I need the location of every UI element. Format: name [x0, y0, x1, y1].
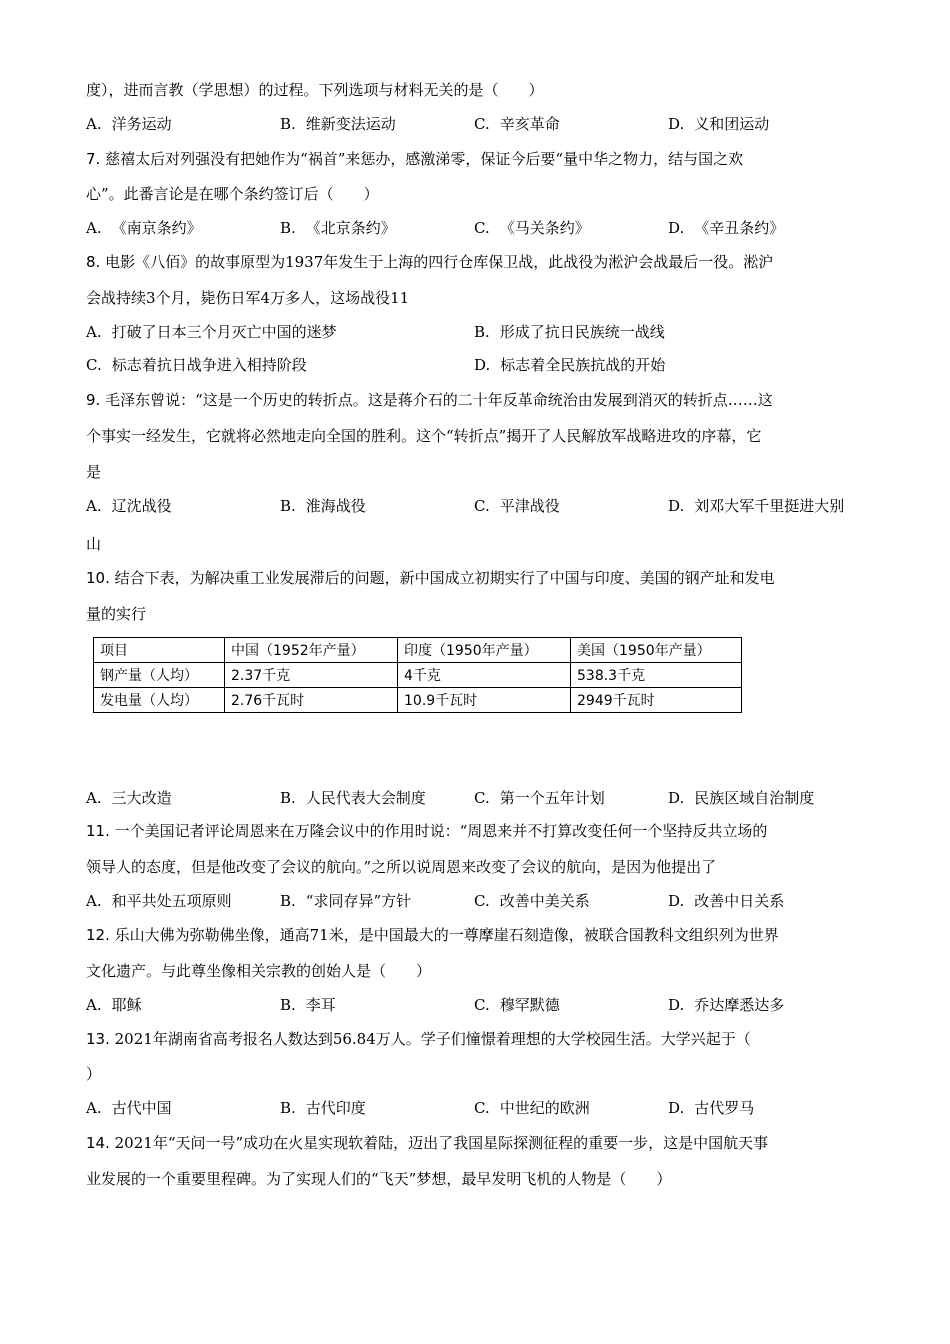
q7-option-a[interactable]: [86, 218, 202, 238]
option-letter: C.: [474, 1099, 490, 1117]
option-text: 民族区域自治制度: [694, 789, 815, 807]
q9-option-b[interactable]: [280, 496, 366, 516]
q9-option-d[interactable]: [668, 496, 844, 516]
option-letter: D.: [668, 892, 685, 910]
option-text: 人民代表大会制度: [305, 789, 426, 807]
q9-number: 9.: [86, 391, 101, 409]
option-letter: A.: [86, 996, 102, 1014]
q14-stem-line-2: [86, 1169, 671, 1189]
option-letter: C.: [86, 356, 102, 374]
q11-option-c[interactable]: [474, 891, 590, 911]
q10-option-c[interactable]: [474, 788, 605, 808]
q8-stem-text: 电影《八佰》的故事原型为1937年发生于上海的四行仓库保卫战，此战役为淞沪会战最后一役。淞沪: [105, 253, 774, 271]
table-cell: 发电量（人均）: [94, 688, 225, 713]
q13-option-a[interactable]: [86, 1098, 172, 1118]
option-text: “求同存异”方针: [305, 892, 412, 910]
option-letter: B.: [280, 115, 296, 133]
q10-stem-text: 结合下表，为解决重工业发展滞后的问题，新中国成立初期实行了中国与印度、美国的钢产址和发电: [114, 569, 775, 587]
option-text: 义和团运动: [694, 115, 770, 133]
option-text: 辛亥革命: [499, 115, 560, 133]
option-text: 乔达摩悉达多: [694, 996, 785, 1014]
q7-option-b[interactable]: [280, 218, 396, 238]
table-cell: 钢产量（人均）: [94, 663, 225, 688]
option-text: 《南京条约》: [111, 219, 202, 237]
q13-option-d[interactable]: [668, 1098, 754, 1118]
q9-stem-text: 毛泽东曾说：“这是一个历史的转折点。这是蒋介石的二十年反革命统治由发展到消灭的转折点……这: [105, 391, 773, 409]
q12-stem-text: 文化遗产。与此尊坐像相关宗教的创始人是（ ）: [86, 962, 432, 980]
table-row: [94, 663, 742, 688]
table-cell: 538.3千克: [571, 663, 742, 688]
option-letter: B.: [474, 323, 490, 341]
q10-stem-line-1: [86, 568, 775, 588]
option-letter: A.: [86, 323, 102, 341]
q14-number: 14.: [86, 1134, 110, 1152]
option-text: 洋务运动: [111, 115, 172, 133]
option-letter: B.: [280, 996, 296, 1014]
option-text: 形成了抗日民族统一战线: [499, 323, 665, 341]
table-header-cell: 中国（1952年产量）: [225, 638, 398, 663]
q7-stem-line-1: [86, 149, 743, 169]
option-text: 维新变法运动: [305, 115, 396, 133]
q10-option-a[interactable]: [86, 788, 172, 808]
q9-stem-text: 是: [86, 463, 102, 481]
q6-stem: [86, 80, 544, 100]
option-text: 改善中日关系: [694, 892, 785, 910]
q11-stem-line-1: [86, 821, 767, 841]
q12-stem-text: 乐山大佛为弥勒佛坐像，通高71米，是中国最大的一尊摩崖石刻造像，被联合国教科文组织列为世界: [114, 926, 779, 944]
q11-option-b[interactable]: [280, 891, 411, 911]
option-letter: D.: [668, 497, 685, 515]
q7-number: 7.: [86, 150, 101, 168]
q12-option-b[interactable]: [280, 995, 336, 1015]
q7-stem-text: 心”。此番言论是在哪个条约签订后（ ）: [86, 185, 379, 203]
q8-stem-line-2: [86, 288, 409, 308]
table-cell: 4千克: [398, 663, 571, 688]
option-letter: B.: [280, 497, 296, 515]
option-letter: A.: [86, 1099, 102, 1117]
option-text: 穆罕默德: [499, 996, 560, 1014]
q10-stem-text: 量的实行: [86, 605, 147, 623]
option-text: 中世纪的欧洲: [499, 1099, 590, 1117]
q10-stem-line-2: [86, 604, 146, 624]
q9-stem-line-2: [86, 426, 761, 446]
q9-option-a[interactable]: [86, 496, 172, 516]
option-text: 打破了日本三个月灭亡中国的迷梦: [111, 323, 337, 341]
q11-option-d[interactable]: [668, 891, 784, 911]
q6-stem-text: 度），进而言教（学思想）的过程。下列选项与材料无关的是（ ）: [86, 81, 544, 99]
table-row: [94, 688, 742, 713]
option-letter: C.: [474, 892, 490, 910]
option-letter: D.: [668, 789, 685, 807]
option-text: 耶稣: [111, 996, 142, 1014]
option-letter: C.: [474, 219, 490, 237]
option-text: 第一个五年计划: [499, 789, 605, 807]
q9-option-c[interactable]: [474, 496, 560, 516]
table-cell: 10.9千瓦时: [398, 688, 571, 713]
option-text: 辽沈战役: [111, 497, 172, 515]
q12-number: 12.: [86, 926, 110, 944]
q12-option-c[interactable]: [474, 995, 560, 1015]
option-letter: A.: [86, 115, 102, 133]
table-cell: 2949千瓦时: [571, 688, 742, 713]
option-text: 《北京条约》: [305, 219, 396, 237]
q11-number: 11.: [86, 822, 110, 840]
q13-stem-line-1: [86, 1029, 751, 1049]
option-letter: B.: [280, 1099, 296, 1117]
q8-option-c[interactable]: [86, 355, 307, 375]
option-text: 淮海战役: [305, 497, 366, 515]
option-text: 古代罗马: [694, 1099, 755, 1117]
q9-stem-line-1: [86, 390, 773, 410]
q12-option-a[interactable]: [86, 995, 142, 1015]
q12-option-d[interactable]: [668, 995, 784, 1015]
q8-option-a[interactable]: [86, 322, 337, 342]
q6-option-b[interactable]: [280, 114, 396, 134]
option-letter: B.: [280, 219, 296, 237]
q11-stem-line-2: [86, 857, 716, 877]
option-letter: A.: [86, 789, 102, 807]
q9-option-d-wrap: [86, 534, 101, 554]
q7-stem-text: 慈禧太后对列强没有把她作为“祸首”来惩办，感激涕零，保证今后要“量中华之物力，结与国之欢: [105, 150, 744, 168]
option-letter: B.: [280, 892, 296, 910]
option-text: 标志着抗日战争进入相持阶段: [111, 356, 307, 374]
option-letter: D.: [668, 219, 685, 237]
option-letter: D.: [668, 1099, 685, 1117]
option-letter: C.: [474, 497, 490, 515]
q11-option-a[interactable]: [86, 891, 232, 911]
option-text: 和平共处五项原则: [111, 892, 232, 910]
table-header-cell: 印度（1950年产量）: [398, 638, 571, 663]
q6-option-c[interactable]: [474, 114, 560, 134]
q14-stem-text: 2021年“天问一号”成功在火星实现软着陆，迈出了我国星际探测征程的重要一步，这是中国航天事: [114, 1134, 769, 1152]
option-text: 三大改造: [111, 789, 172, 807]
q8-stem-text: 会战持续3个月，毙伤日军4万多人，这场战役11: [86, 289, 410, 307]
q10-number: 10.: [86, 569, 110, 587]
table-cell: 2.76千瓦时: [225, 688, 398, 713]
q6-option-d[interactable]: [668, 114, 769, 134]
q6-option-a[interactable]: [86, 114, 172, 134]
q8-number: 8.: [86, 253, 101, 271]
option-letter: C.: [474, 789, 490, 807]
q8-option-d[interactable]: [474, 355, 665, 375]
option-letter: D.: [474, 356, 491, 374]
q11-stem-text: 一个美国记者评论周恩来在万隆会议中的作用时说：“周恩来并不打算改变任何一个坚持反共立场的: [114, 822, 768, 840]
q8-option-b[interactable]: [474, 322, 665, 342]
option-text: 《马关条约》: [499, 219, 590, 237]
table-header-row: [94, 638, 742, 663]
q12-stem-line-1: [86, 925, 779, 945]
q13-stem-text: 2021年湖南省高考报名人数达到56.84万人。学子们憧憬着理想的大学校园生活。大学兴起于（: [114, 1030, 751, 1048]
option-letter: B.: [280, 789, 296, 807]
q11-stem-text: 领导人的态度，但是他改变了会议的航向。”之所以说周恩来改变了会议的航向，是因为他提出了: [86, 858, 717, 876]
q14-stem-text: 业发展的一个重要里程碑。为了实现人们的“飞天”梦想，最早发明飞机的人物是（ ）: [86, 1170, 672, 1188]
option-letter: A.: [86, 892, 102, 910]
q7-option-d[interactable]: [668, 218, 784, 238]
option-letter: A.: [86, 497, 102, 515]
q7-stem-line-2: [86, 184, 379, 204]
table-header-cell: 美国（1950年产量）: [571, 638, 742, 663]
q9-stem-text: 个事实一经发生，它就将必然地走向全国的胜利。这个“转折点”揭开了人民解放军战略进攻的序幕，它: [86, 427, 762, 445]
q14-stem-line-1: [86, 1133, 768, 1153]
option-text: 李耳: [305, 996, 336, 1014]
option-letter: C.: [474, 115, 490, 133]
q13-stem-line-2: [86, 1064, 101, 1084]
option-letter: D.: [668, 115, 685, 133]
option-text: 古代印度: [305, 1099, 366, 1117]
q12-stem-line-2: [86, 961, 431, 981]
q13-number: 13.: [86, 1030, 110, 1048]
q13-option-b[interactable]: [280, 1098, 366, 1118]
table-header-cell: 项目: [94, 638, 225, 663]
q13-option-c[interactable]: [474, 1098, 590, 1118]
option-text: 《辛丑条约》: [694, 219, 785, 237]
q7-option-c[interactable]: [474, 218, 590, 238]
q8-stem-line-1: [86, 252, 773, 272]
q10-option-d[interactable]: [668, 788, 814, 808]
q9-stem-line-3: [86, 462, 101, 482]
option-text: 改善中美关系: [499, 892, 590, 910]
steel-electricity-table: [93, 637, 742, 713]
option-letter: C.: [474, 996, 490, 1014]
option-text: 古代中国: [111, 1099, 172, 1117]
option-text: 标志着全民族抗战的开始: [500, 356, 666, 374]
table-cell: 2.37千克: [225, 663, 398, 688]
option-text: 山: [86, 535, 102, 553]
option-text: 平津战役: [499, 497, 560, 515]
option-letter: D.: [668, 996, 685, 1014]
q13-stem-text: ）: [86, 1065, 102, 1083]
option-text: 刘邓大军千里挺进大别: [694, 497, 845, 515]
q10-option-b[interactable]: [280, 788, 426, 808]
option-letter: A.: [86, 219, 102, 237]
